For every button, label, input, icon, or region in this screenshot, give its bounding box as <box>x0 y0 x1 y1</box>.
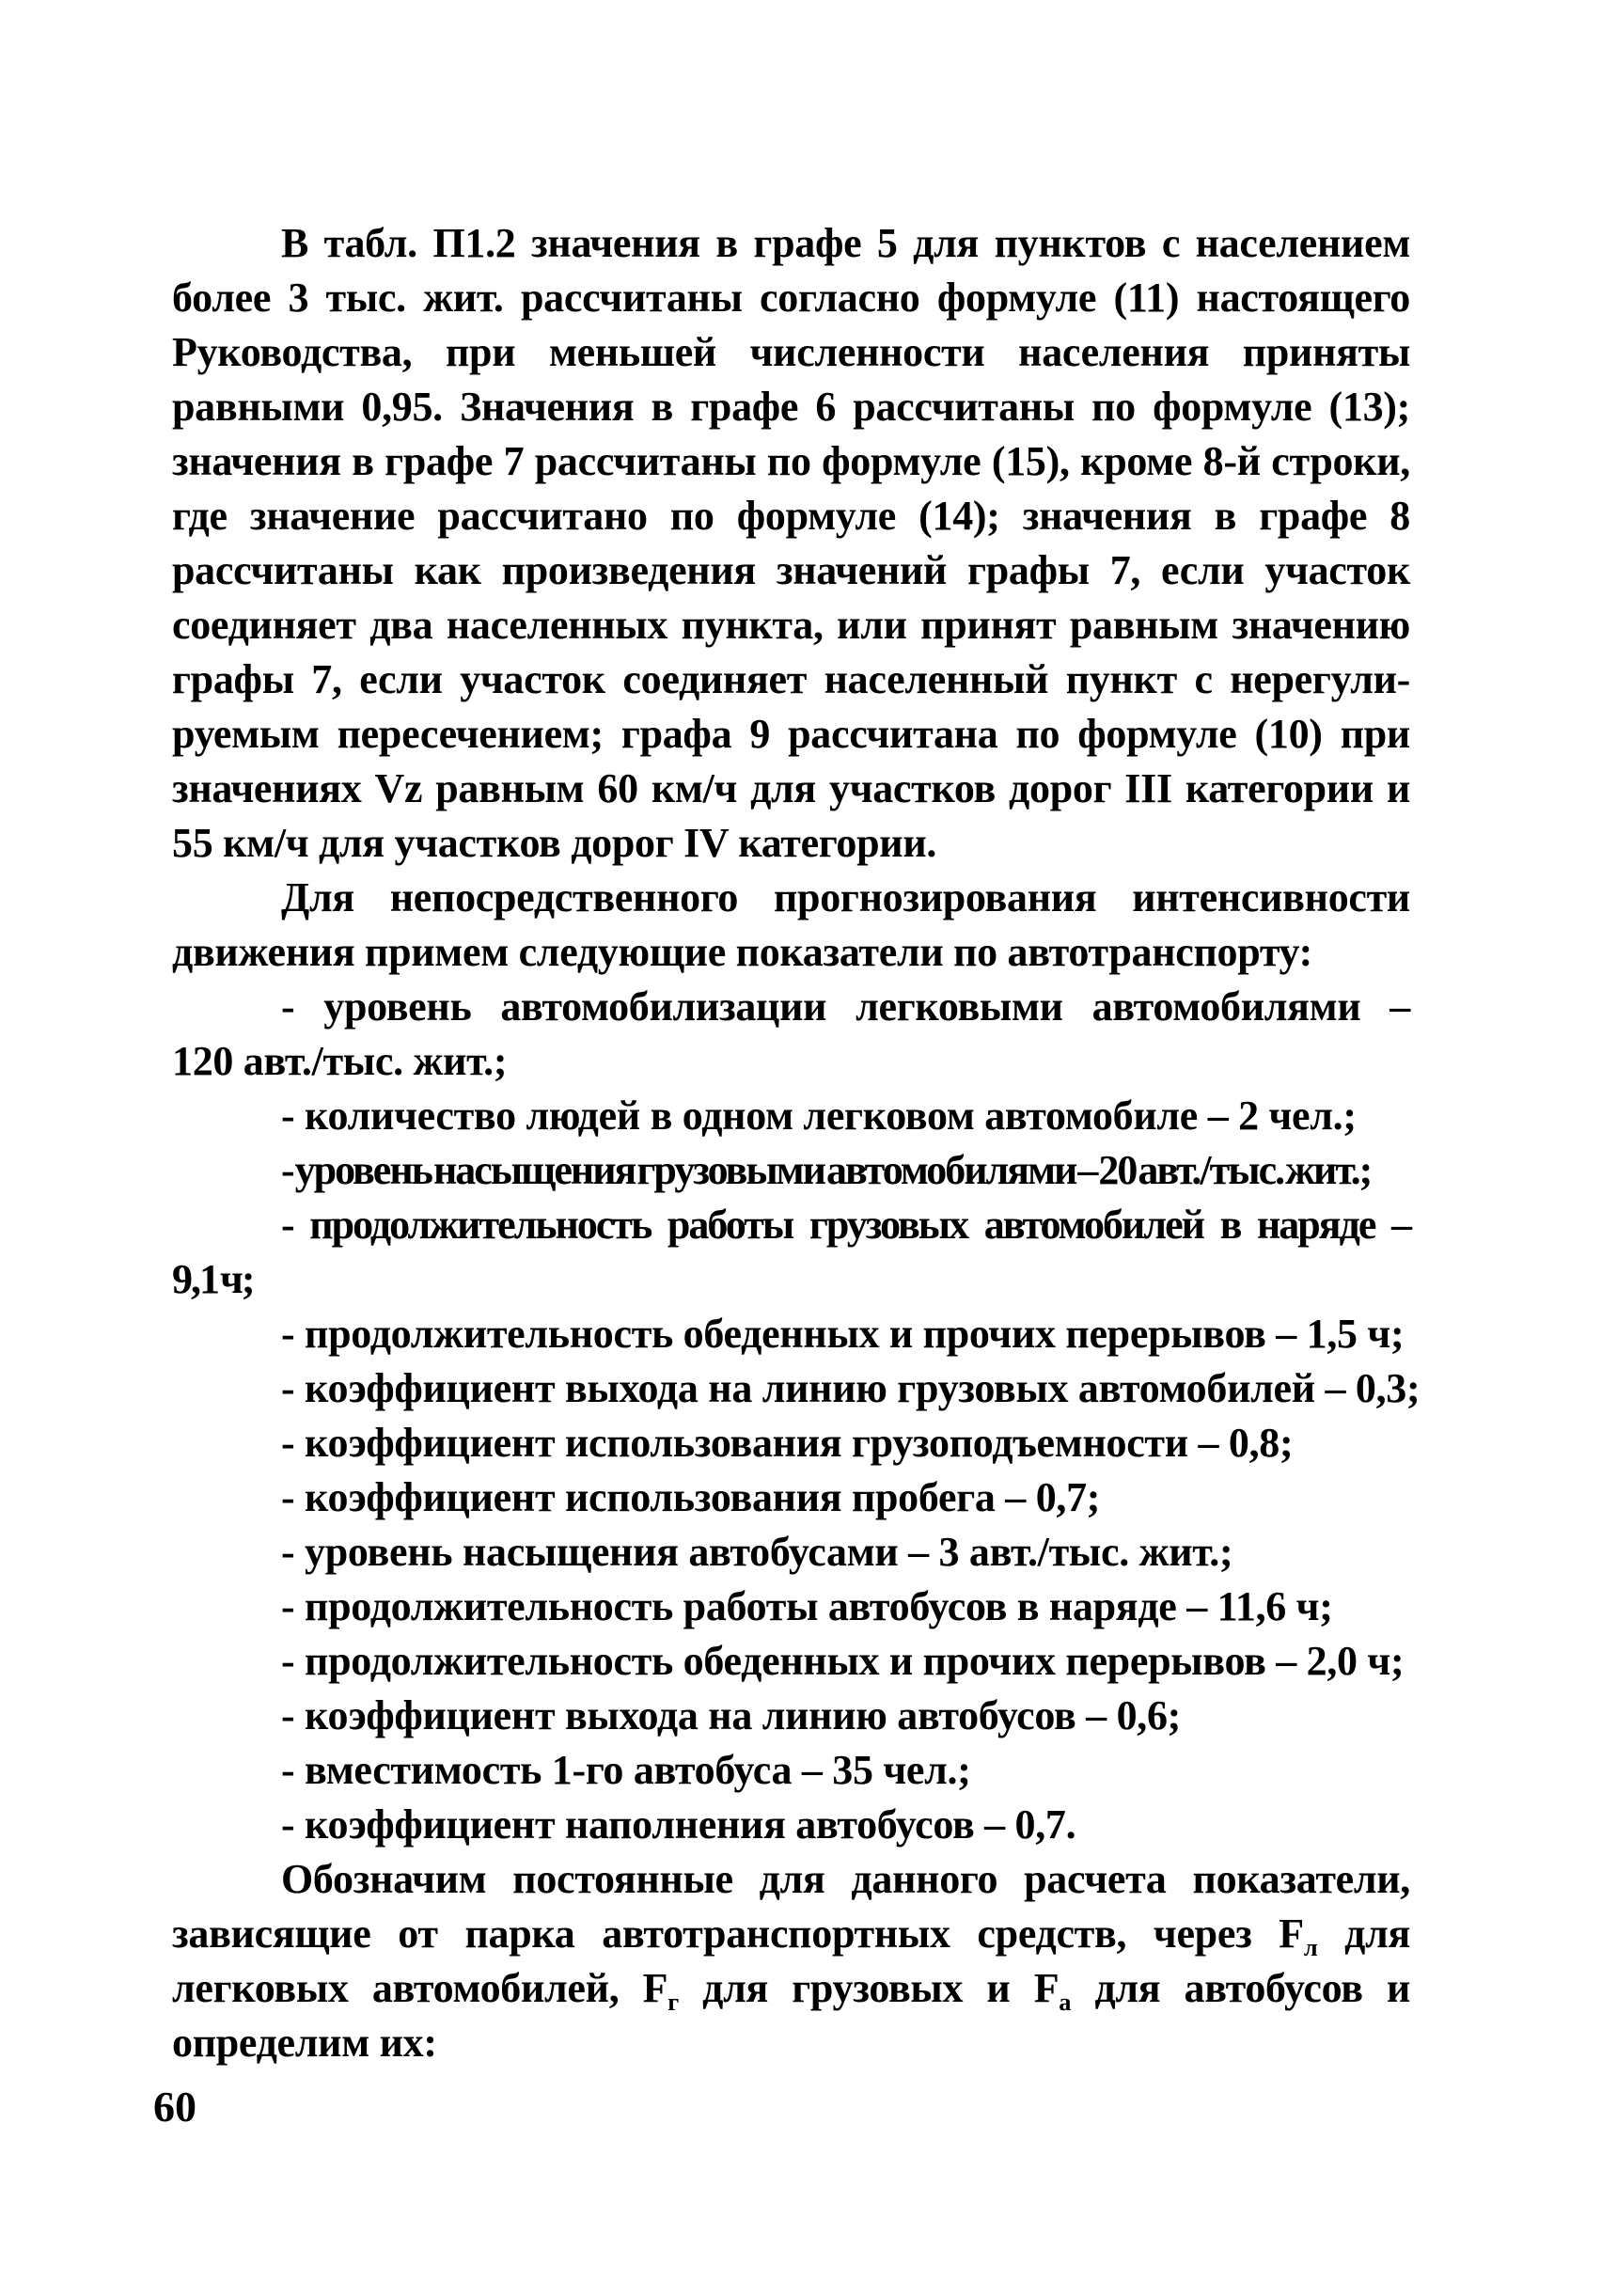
paragraph <box>172 1852 1410 2070</box>
text-line: - продолжительность работы грузовых автомобилей в наряде – <box>281 1202 1410 1248</box>
text-line: Обозначим постоянные для данного расчета показатели, <box>281 1856 1410 1902</box>
paragraph <box>172 216 1410 871</box>
list-item <box>172 1198 1410 1307</box>
subscript: а <box>1059 1988 1072 2017</box>
text-line: зависящие от парка автотранспортных средств, через $F_л$ для <box>172 1911 1410 1962</box>
list-item <box>172 1307 1410 1361</box>
text-line: легковых автомобилей, $F_г$ для грузовых и $F_а$ для автобусов и <box>172 1965 1410 2017</box>
text-line: более 3 тыс. жит. рассчитаны согласно формуле (11) настоящего <box>172 275 1410 321</box>
subscript: л <box>1303 1933 1318 1962</box>
list-item <box>172 980 1410 1089</box>
text-line: - коэффициент наполнения автобусов – 0,7. <box>281 1801 1076 1848</box>
text-line: графы 7, если участок соединяет населенный пункт с нерегули- <box>172 656 1410 702</box>
text-line: 9,1 ч; <box>172 1256 254 1302</box>
text-line: - коэффициент использования грузоподъемности – 0,8; <box>281 1420 1294 1466</box>
list-item <box>172 1689 1410 1743</box>
text-line: рассчитаны как произведения значений графы 7, если участок <box>172 547 1410 593</box>
text-line: - уровень насыщения грузовыми автомобилями – 20 авт./тыс. жит.; <box>281 1147 1372 1193</box>
list-item <box>172 1416 1410 1470</box>
text-line: руемым пересечением; графа 9 рассчитана по формуле (10) при <box>172 711 1410 757</box>
list-item <box>172 1143 1410 1198</box>
list-item <box>172 1580 1410 1634</box>
text-line: - уровень насыщения автобусами – 3 авт./тыс. жит.; <box>281 1529 1233 1575</box>
text-line: равными 0,95. Значения в графе 6 рассчитаны по формуле (13); <box>172 384 1410 430</box>
list-item <box>172 1798 1410 1852</box>
list-item <box>172 1470 1410 1525</box>
text-line: - продолжительность обеденных и прочих перерывов – 2,0 ч; <box>281 1638 1405 1684</box>
list-item <box>172 1525 1410 1580</box>
list-item <box>172 1089 1410 1143</box>
text-line: 55 км/ч для участков дорог IV категории. <box>172 820 937 866</box>
text-block <box>172 216 1421 2070</box>
text-line: Руководства, при меньшей численности населения приняты <box>172 329 1410 375</box>
text-line: - коэффициент выхода на линию автобусов – 0,6; <box>281 1692 1182 1738</box>
text-line: - вместимость 1-го автобуса – 35 чел.; <box>281 1747 971 1793</box>
text-line: Для непосредственного прогнозирования интенсивности <box>281 874 1410 920</box>
text-line: 120 авт./тыс. жит.; <box>172 1038 508 1084</box>
text-line: - коэффициент использования пробега – 0,7; <box>281 1474 1101 1520</box>
text-line: В табл. П1.2 значения в графе 5 для пунктов с населением <box>281 220 1410 266</box>
list-item <box>172 1743 1410 1798</box>
text-line: - продолжительность работы автобусов в наряде – 11,6 ч; <box>281 1583 1333 1629</box>
text-line: - коэффициент выхода на линию грузовых автомобилей – 0,3; <box>281 1365 1421 1411</box>
list-item <box>172 1361 1421 1416</box>
text-line: соединяет два населенных пункта, или принят равным значению <box>172 602 1410 648</box>
paragraph <box>172 871 1410 980</box>
text-line: значениях Vz равным 60 км/ч для участков дорог III категории и <box>172 765 1410 811</box>
text-line: - количество людей в одном легковом автомобиле – 2 чел.; <box>281 1093 1357 1139</box>
text-line: движения примем следующие показатели по автотранспорту: <box>172 929 1313 975</box>
text-line: определим их: <box>172 2020 437 2066</box>
page-number: 60 <box>153 2083 196 2131</box>
subscript: г <box>667 1988 679 2017</box>
text-line: - продолжительность обеденных и прочих перерывов – 1,5 ч; <box>281 1311 1405 1357</box>
list-item <box>172 1634 1410 1689</box>
text-line: где значение рассчитано по формуле (14); значения в графе 8 <box>172 493 1410 539</box>
text-line: значения в графе 7 рассчитаны по формуле (15), кроме 8-й строки, <box>172 438 1410 484</box>
text-line: - уровень автомобилизации легковыми автомобилями – <box>281 983 1410 1030</box>
